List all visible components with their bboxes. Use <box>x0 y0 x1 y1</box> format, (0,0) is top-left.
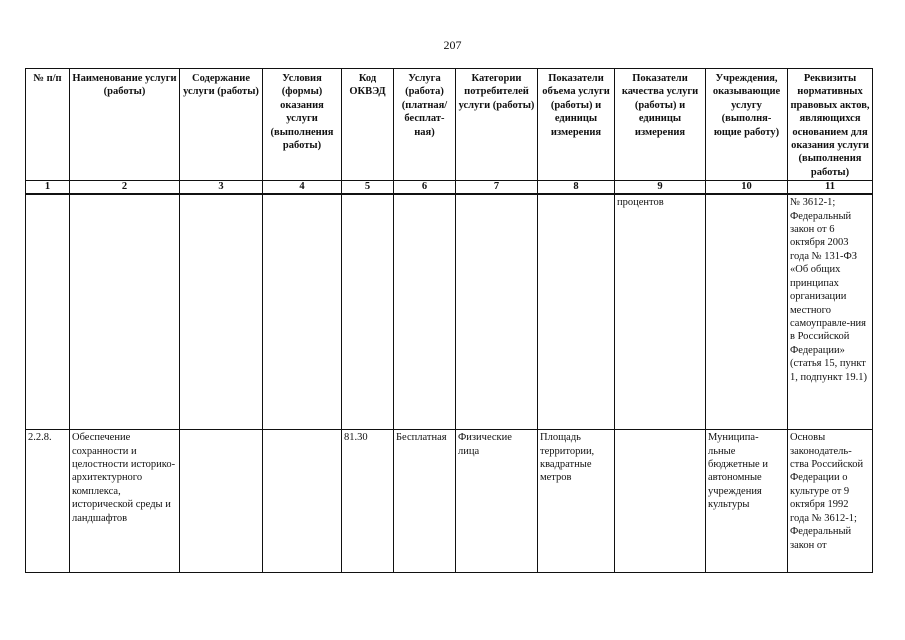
cell-quality-indicator <box>615 430 706 573</box>
column-number: 6 <box>394 181 456 195</box>
cell-institutions: Муниципа-льные бюджетные и автономные учреждения культуры <box>706 430 788 573</box>
column-number: 1 <box>26 181 70 195</box>
cell-empty <box>394 194 456 430</box>
column-number: 10 <box>706 181 788 195</box>
column-number: 7 <box>456 181 538 195</box>
header-service-content: Содержание услуги (работы) <box>180 69 263 181</box>
header-number: № п/п <box>26 69 70 181</box>
cell-empty <box>456 194 538 430</box>
header-volume-indicators: Показатели объема услуги (работы) и единицы измерения <box>538 69 615 181</box>
cell-volume-indicator: Площадь территории, квадратные метров <box>538 430 615 573</box>
cell-conditions <box>263 430 342 573</box>
services-registry-table <box>25 68 873 573</box>
column-number: 5 <box>342 181 394 195</box>
cell-service-name: Обеспечение сохранности и целостности историко-архитектурного комплекса, исторической среды и ландшафтов <box>70 430 180 573</box>
column-number: 8 <box>538 181 615 195</box>
header-institutions: Учреждения, оказывающие услугу (выполня-ющие работу) <box>706 69 788 181</box>
cell-empty <box>70 194 180 430</box>
cell-empty <box>342 194 394 430</box>
table-row <box>26 430 873 573</box>
cell-consumers: Физические лица <box>456 430 538 573</box>
cell-empty <box>706 194 788 430</box>
column-number: 9 <box>615 181 706 195</box>
cell-service-content <box>180 430 263 573</box>
cell-empty <box>26 194 70 430</box>
column-number: 2 <box>70 181 180 195</box>
header-conditions: Условия (формы) оказания услуги (выполнения работы) <box>263 69 342 181</box>
cell-legal-basis: № 3612-1; Федеральный закон от 6 октября 2003 года № 131-ФЗ «Об общих принципах организации местного самоуправле-ния в Российской Федерации» (статья 15, пункт 1, подпункт 19.1) <box>788 194 873 430</box>
header-legal-basis: Реквизиты нормативных правовых актов, являющихся основанием для оказания услуги (выполнения работы) <box>788 69 873 181</box>
cell-quality-indicator: процентов <box>615 194 706 430</box>
column-number: 4 <box>263 181 342 195</box>
header-paid-free: Услуга (работа) (платная/ бесплат-ная) <box>394 69 456 181</box>
column-number: 3 <box>180 181 263 195</box>
cell-empty <box>263 194 342 430</box>
cell-empty <box>538 194 615 430</box>
cell-paid-free: Бесплатная <box>394 430 456 573</box>
header-okved: Код ОКВЭД <box>342 69 394 181</box>
page-number: 207 <box>443 38 462 52</box>
cell-legal-basis: Основы законодатель-ства Российской Федерации о культуре от 9 октября 1992 года № 3612-1; Федеральный закон от <box>788 430 873 573</box>
header-quality-indicators: Показатели качества услуги (работы) и единицы измерения <box>615 69 706 181</box>
column-number: 11 <box>788 181 873 195</box>
cell-okved: 81.30 <box>342 430 394 573</box>
continuation-row <box>26 194 873 430</box>
cell-empty <box>180 194 263 430</box>
header-service-name: Наименование услуги (работы) <box>70 69 180 181</box>
header-consumers: Категории потребителей услуги (работы) <box>456 69 538 181</box>
header-row <box>26 69 873 181</box>
cell-service-number: 2.2.8. <box>26 430 70 573</box>
column-number-row <box>26 181 873 195</box>
